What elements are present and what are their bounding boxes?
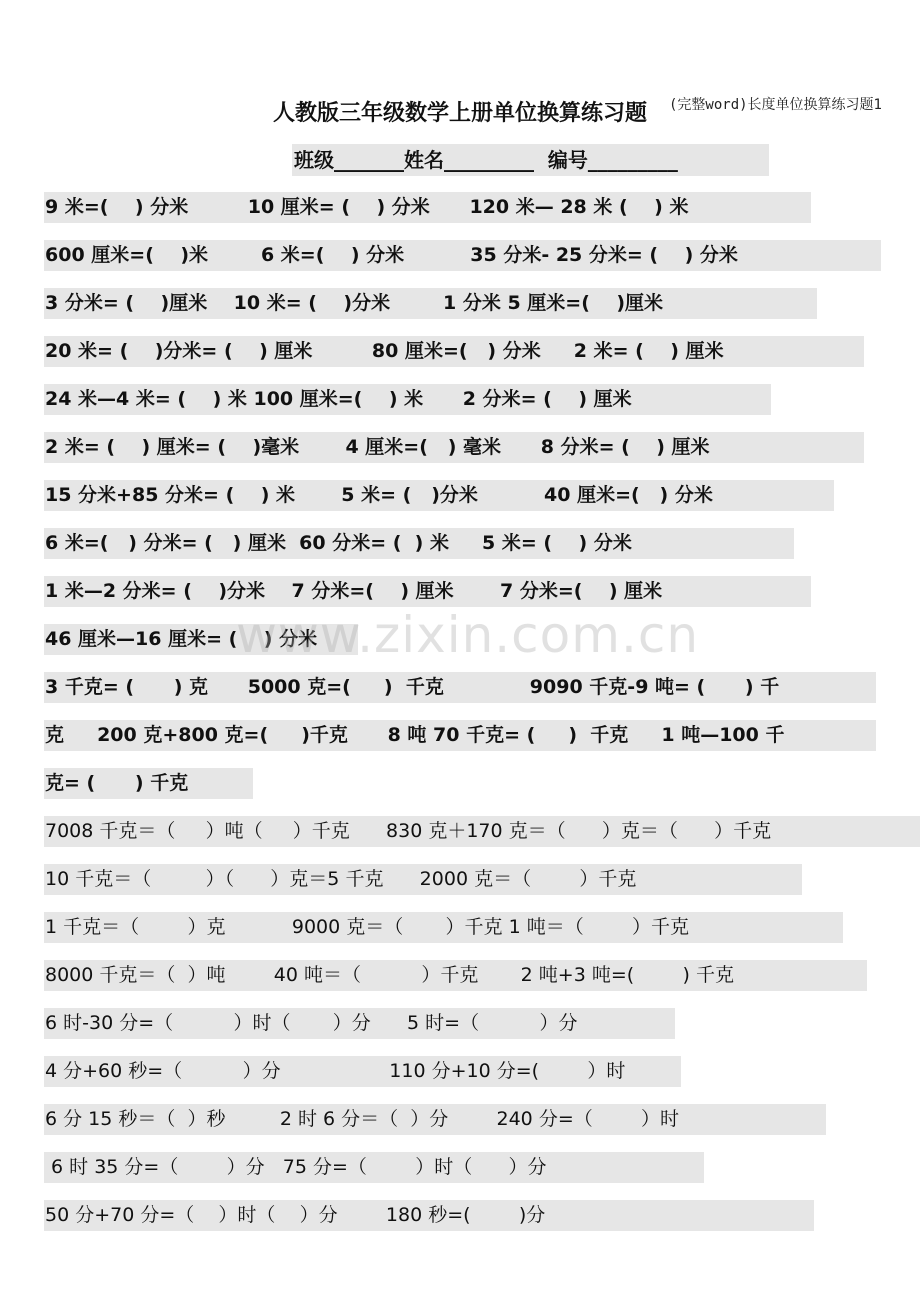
exercise-row: 600 厘米=( )米 6 米=( ) 分米 35 分米- 25 分米= ( ) 分米: [44, 240, 881, 271]
exercise-row: 15 分米+85 分米= ( ) 米 5 米= ( )分米 40 厘米=( ) 分米: [44, 480, 834, 511]
header-note: (完整word)长度单位换算练习题1: [668, 97, 882, 113]
exercise-row: 6 时-30 分=（ ）时（ ）分 5 时=（ ）分: [44, 1008, 675, 1039]
exercise-row: 6 时 35 分=（ ）分 75 分=（ ）时（ ）分: [44, 1152, 704, 1183]
exercise-list: [44, 192, 920, 1248]
exercise-row: 3 分米= ( )厘米 10 米= ( )分米 1 分米 5 厘米=( )厘米: [44, 288, 817, 319]
exercise-row: 8000 千克＝（ ）吨 40 吨＝（ ）千克 2 吨+3 吨=( ) 千克: [44, 960, 867, 991]
exercise-row: 1 米—2 分米= ( )分米 7 分米=( ) 厘米 7 分米=( ) 厘米: [44, 576, 811, 607]
exercise-row: 克= ( ) 千克: [44, 768, 253, 799]
exercise-row: 1 千克＝（ ）克 9000 克＝（ ）千克 1 吨＝（ ）千克: [44, 912, 843, 943]
watermark: www.zixin.com.cn: [236, 606, 700, 664]
student-info-line: 班级_______姓名_________ 编号_________: [292, 144, 769, 176]
exercise-row: 24 米—4 米= ( ) 米 100 厘米=( ) 米 2 分米= ( ) 厘米: [44, 384, 771, 415]
exercise-row: 6 分 15 秒＝（ ）秒 2 时 6 分＝（ ）分 240 分=（ ）时: [44, 1104, 826, 1135]
exercise-row: 3 千克= ( ) 克 5000 克=( ) 千克 9090 千克-9 吨= ( ) 千: [44, 672, 876, 703]
exercise-row: 6 米=( ) 分米= ( ) 厘米 60 分米= ( ) 米 5 米= ( ) 分米: [44, 528, 794, 559]
exercise-row: 46 厘米—16 厘米= ( ) 分米: [44, 624, 358, 655]
exercise-row: 克 200 克+800 克=( )千克 8 吨 70 千克= ( ) 千克 1 吨—100 千: [44, 720, 876, 751]
exercise-row: 20 米= ( )分米= ( ) 厘米 80 厘米=( ) 分米 2 米= ( ) 厘米: [44, 336, 864, 367]
exercise-row: 7008 千克＝（ ）吨（ ）千克 830 克＋170 克＝（ ）克＝（ ）千克: [44, 816, 920, 847]
exercise-row: 2 米= ( ) 厘米= ( )毫米 4 厘米=( ) 毫米 8 分米= ( ) 厘米: [44, 432, 864, 463]
exercise-row: 50 分+70 分=（ ）时（ ）分 180 秒=( )分: [44, 1200, 814, 1231]
exercise-row: 4 分+60 秒=（ ）分 110 分+10 分=( ）时: [44, 1056, 681, 1087]
exercise-row: 10 千克＝（ ）（ ）克＝5 千克 2000 克＝（ ）千克: [44, 864, 802, 895]
exercise-row: 9 米=( ) 分米 10 厘米= ( ) 分米 120 米— 28 米 ( ) 米: [44, 192, 811, 223]
page-title: 人教版三年级数学上册单位换算练习题: [272, 101, 647, 126]
